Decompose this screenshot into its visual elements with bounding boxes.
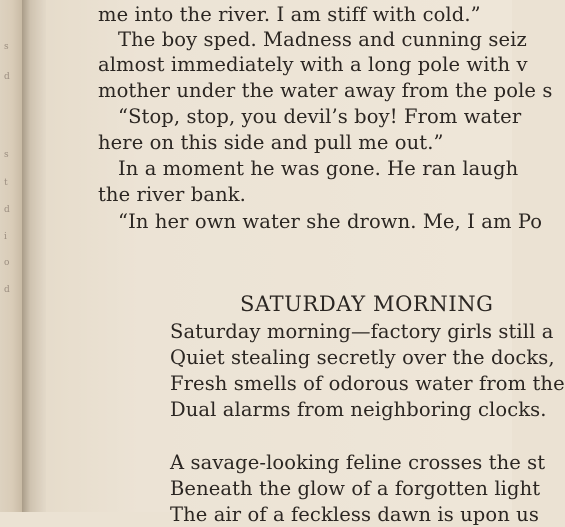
prose-line: mother under the water away from the pole s — [98, 79, 553, 102]
prose-line: almost immediately with a long pole with v — [98, 53, 528, 76]
prose-line: “Stop, stop, you devil’s boy! From water — [118, 105, 522, 128]
poem-line: The air of a feckless dawn is upon us — [170, 503, 539, 526]
poem-line: Beneath the glow of a forgotten light — [170, 477, 541, 500]
margin-fragment: t — [4, 178, 8, 188]
margin-fragment: o — [4, 258, 10, 268]
margin-fragment: d — [4, 205, 10, 215]
poem-line: Fresh smells of odorous water from the — [170, 372, 565, 395]
prose-line: the river bank. — [98, 183, 246, 206]
prose-line: me into the river. I am stiff with cold.” — [98, 3, 481, 26]
prose-line: In a moment he was gone. He ran laugh — [118, 157, 519, 180]
prose-line: “In her own water she drown. Me, I am Po — [118, 210, 543, 233]
margin-fragment: s — [4, 150, 9, 160]
margin-fragment: d — [4, 72, 10, 82]
prose-line: here on this side and pull me out.” — [98, 131, 444, 154]
book-page — [46, 0, 565, 526]
book-gutter — [22, 0, 46, 512]
left-page-edge — [0, 0, 22, 512]
poem-line: Dual alarms from neighboring clocks. — [170, 398, 547, 421]
margin-fragment: i — [4, 232, 7, 242]
margin-fragment: d — [4, 285, 10, 295]
margin-fragment: s — [4, 42, 9, 52]
poem-line: Saturday morning—factory girls still a — [170, 320, 554, 343]
poem-line: A savage-looking feline crosses the st — [170, 451, 546, 474]
poem-line: Quiet stealing secretly over the docks, — [170, 346, 555, 369]
poem-title: SATURDAY MORNING — [240, 292, 494, 316]
prose-line: The boy sped. Madness and cunning seiz — [118, 28, 527, 51]
